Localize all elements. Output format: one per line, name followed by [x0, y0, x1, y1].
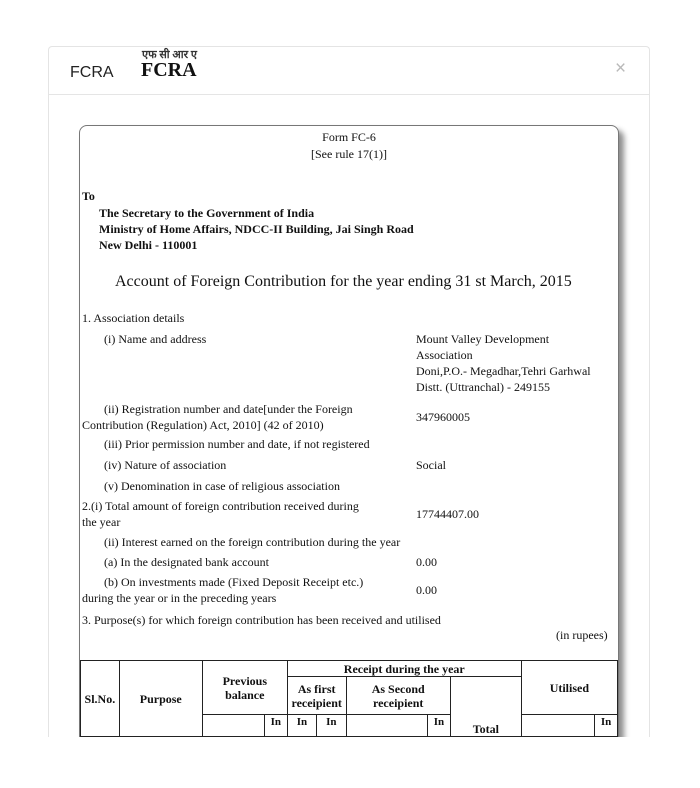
- modal-header: [49, 47, 649, 95]
- label-registration: Contribution (Regulation) Act, 2010] (42 of 2010): [82, 418, 324, 432]
- to-label: To: [82, 189, 95, 203]
- label-total-fc: the year: [82, 515, 121, 529]
- header-in: In: [264, 715, 287, 737]
- form-title: Form FC-6: [322, 130, 376, 144]
- label-prior-permission: (iii) Prior permission number and date, if not registered: [104, 437, 370, 451]
- address-line: The Secretary to the Government of India: [99, 206, 315, 220]
- value-nature: Social: [416, 458, 446, 472]
- header-sl-no: Sl.No.: [81, 661, 120, 737]
- purpose-table: [80, 660, 618, 737]
- header-in: In: [595, 715, 618, 737]
- label-bank-interest: (a) In the designated bank account: [104, 555, 269, 569]
- brand-logo-hindi: एफ सी आर ए: [142, 49, 197, 61]
- brand-text: FCRA: [70, 64, 114, 81]
- label-denomination: (v) Denomination in case of religious association: [104, 479, 340, 493]
- header-in: In: [287, 715, 316, 737]
- header-first-recipient: As first receipient: [287, 677, 346, 715]
- value-name-line: Mount Valley Development: [416, 332, 550, 346]
- header-receipt: Receipt during the year: [287, 661, 521, 677]
- value-registration: 347960005: [416, 410, 470, 424]
- section-association: 1. Association details: [82, 311, 185, 325]
- section-purpose: 3. Purpose(s) for which foreign contribution has been received and utilised: [82, 613, 441, 627]
- brand-logo: FCRA: [141, 59, 197, 81]
- label-nature: (iv) Nature of association: [104, 458, 227, 472]
- value-name-line: Association: [416, 348, 473, 362]
- form-rule: [See rule 17(1)]: [311, 147, 387, 161]
- value-bank-interest: 0.00: [416, 555, 437, 569]
- label-registration: (ii) Registration number and date[under the Foreign: [104, 402, 353, 416]
- modal-dialog: [48, 46, 650, 737]
- value-total-fc: 17744407.00: [416, 507, 479, 521]
- header-purpose: Purpose: [119, 661, 202, 737]
- value-name-line: Distt. (Uttranchal) - 249155: [416, 380, 550, 394]
- label-investment-interest: during the year or in the preceding years: [82, 591, 277, 605]
- address-line: New Delhi - 110001: [99, 238, 198, 252]
- header-utilised: Utilised: [521, 661, 617, 715]
- form-document: [79, 125, 619, 737]
- units-label: (in rupees): [556, 628, 608, 642]
- value-investment-interest: 0.00: [416, 583, 437, 597]
- header-in: In: [317, 715, 346, 737]
- header-total: Total: [450, 677, 521, 737]
- header-previous-balance: Previous balance: [202, 661, 287, 715]
- header-second-recipient: As Second receipient: [346, 677, 450, 715]
- label-name-address: (i) Name and address: [104, 332, 207, 346]
- label-interest: (ii) Interest earned on the foreign contribution during the year: [104, 535, 401, 549]
- close-icon[interactable]: ×: [615, 58, 627, 79]
- account-title: Account of Foreign Contribution for the year ending 31 st March, 2015: [115, 273, 572, 290]
- label-investment-interest: (b) On investments made (Fixed Deposit Receipt etc.): [104, 575, 364, 589]
- value-name-line: Doni,P.O.- Megadhar,Tehri Garhwal: [416, 364, 591, 378]
- label-total-fc: 2.(i) Total amount of foreign contribution received during: [82, 499, 359, 513]
- address-line: Ministry of Home Affairs, NDCC-II Building, Jai Singh Road: [99, 222, 414, 236]
- header-in: In: [427, 715, 450, 737]
